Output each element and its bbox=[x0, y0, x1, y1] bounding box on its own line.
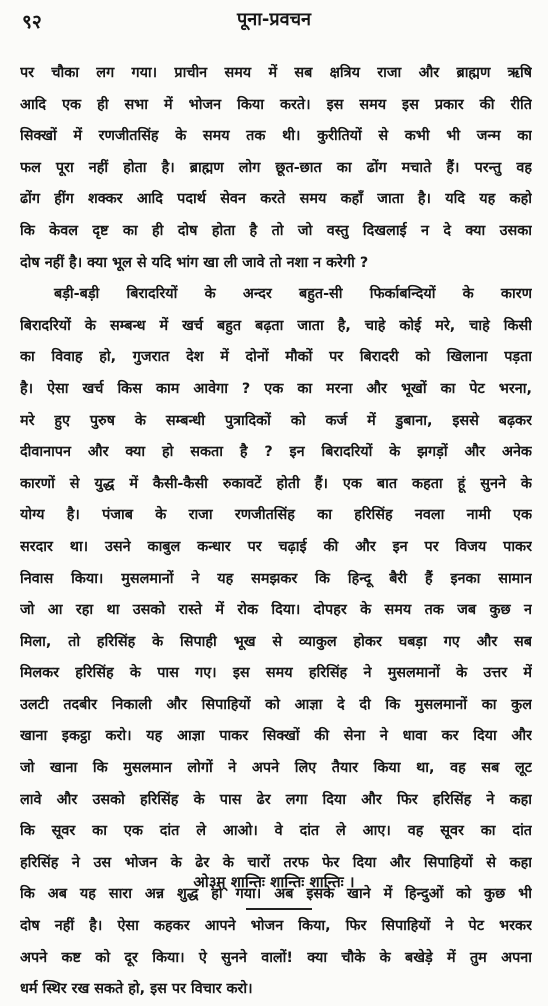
text-line: सरदार था। उसने काबुल कन्धार पर चढ़ाई की और इन पर विजय पाकर bbox=[20, 538, 532, 555]
text-line: कि सूवर का एक दांत ले आओ। वे दांत ले आए। वह सूवर का दांत bbox=[20, 823, 532, 840]
text-line: मिलकर हरिसिंह के पास गए। इस समय हरिसिंह ने मुसलमानों के उत्तर में bbox=[20, 665, 532, 682]
footer-divider bbox=[246, 908, 312, 910]
text-line: अपने कष्ट को दूर किया। ऐ सुनने वालों! क्या चौके के बखेड़े में तुम अपना bbox=[20, 949, 532, 966]
text-line: दोष नहीं है। क्या भूल से यदि भांग खा ली जावे तो नशा न करेगी ? bbox=[20, 254, 369, 271]
text-line: निवास किया। मुसलमानों ने यह समझकर कि हिन्दू बैरी हैं इनका सामान bbox=[20, 570, 532, 587]
text-line: हरिसिंह ने उस भोजन के ढेर के चारों तरफ फेर दिया और सिपाहियों से कहा bbox=[20, 854, 532, 871]
text-line: है। ऐसा खर्च किस काम आवेगा ? एक का मरना और भूखों का पेट भरना, bbox=[20, 380, 532, 397]
text-line: दोष नहीं है। ऐसा कहकर आपने भोजन किया, फिर सिपाहियों ने पेट भरकर bbox=[20, 918, 532, 935]
text-line: फल पूरा नहीं होता है। ब्राह्मण लोग छूत-छात का ढोंग मचाते हैं। परन्तु वह bbox=[20, 159, 532, 176]
text-line: खाना इकट्ठा करो। यह आज्ञा पाकर सिक्खों की सेना ने धावा कर दिया और bbox=[20, 728, 532, 745]
text-line: दीवानापन और क्या हो सकता है ? इन बिरादरियों के झगड़ों और अनेक bbox=[20, 444, 532, 461]
text-line: उलटी तदबीर निकाली और सिपाहियों को आज्ञा दे दी कि मुसलमानों का कुल bbox=[20, 696, 532, 713]
text-line: जो आ रहा था उसको रास्ते में रोक दिया। दोपहर के समय तक जब कुछ न bbox=[20, 602, 532, 619]
text-line: का विवाह हो, गुजरात देश में दोनों मौकों पर बिरादरी को खिलाना पड़ता bbox=[20, 349, 532, 366]
text-line: मरे हुए पुरुष के सम्बन्धी पुत्रादिकों को कर्ज में डुबाना, इससे बढ़कर bbox=[20, 412, 532, 429]
text-line: मिला, तो हरिसिंह के सिपाही भूख से व्याकुल होकर घबड़ा गए और सब bbox=[20, 633, 532, 650]
body-text bbox=[20, 58, 532, 1006]
text-line: बड़ी-बड़ी बिरादरियों के अन्दर बहुत-सी फिर्काबन्दियों के कारण bbox=[54, 286, 532, 303]
text-line: आदि एक ही सभा में भोजन किया करते। इस समय इस प्रकार की रीति bbox=[20, 96, 532, 113]
text-line: सिक्खों में रणजीतसिंह के समय तक थी। कुरीतियों से कभी भी जन्म का bbox=[20, 128, 532, 145]
text-line: बिरादरियों के सम्बन्ध में खर्च बहुत बढ़ता जाता है, चाहे कोई मरे, चाहे किसी bbox=[20, 317, 532, 334]
running-title: पूना-प्रवचन bbox=[236, 9, 312, 30]
text-line: कि केवल दृष्ट का ही दोष होता है तो जो वस्तु दिखलाई न दे क्या उसका bbox=[20, 222, 532, 239]
text-line: धर्म स्थिर रख सकते हो, इस पर विचार करो। bbox=[20, 981, 253, 998]
text-line: कारणों से युद्ध में कैसी-कैसी रुकावटें होती हैं। एक बात कहता हूं सुनने के bbox=[20, 475, 532, 492]
closing-invocation: ओ३म् शान्तिः शान्तिः शान्तिः । bbox=[193, 873, 355, 891]
text-line: लावे और उसको हरिसिंह के पास ढेर लगा दिया और फिर हरिसिंह ने कहा bbox=[20, 791, 532, 808]
text-line: जो खाना कि मुसलमान लोगों ने अपने लिए तैयार किया था, वह सब लूट bbox=[20, 760, 532, 777]
page-header bbox=[0, 2, 548, 36]
text-line: पर चौका लग गया। प्राचीन समय में सब क्षत्रिय राजा और ब्राह्मण ऋषि bbox=[20, 65, 532, 81]
page-number: ९२ bbox=[22, 11, 42, 33]
text-line: ढोंग हींग शक्कर आदि पदार्थ सेवन करते समय कहाँ जाता है। यदि यह कहो bbox=[20, 191, 532, 208]
text-line: योग्य है। पंजाब के राजा रणजीतसिंह का हरिसिंह नवला नामी एक bbox=[20, 507, 532, 524]
text-line: कि अब यह सारा अन्न शुद्ध हो गया। अब इसके खाने में हिन्दुओं को कुछ भी bbox=[20, 886, 532, 903]
